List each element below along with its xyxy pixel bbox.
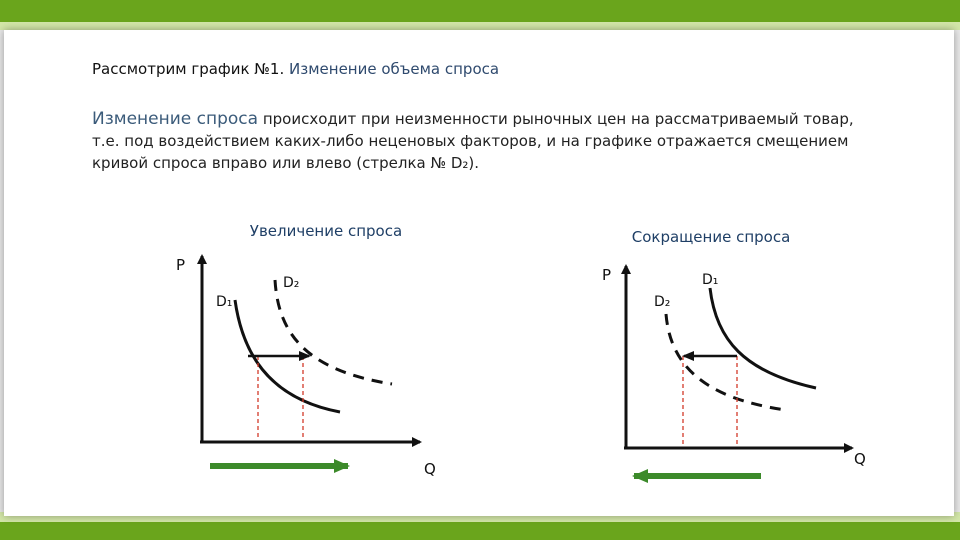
top-light-bar <box>0 22 960 30</box>
graph-decrease-y-label: P <box>602 266 612 284</box>
bottom-green-bar <box>0 522 960 540</box>
graph-decrease-label-d2: D₂ <box>654 294 671 310</box>
slide-panel <box>4 30 954 516</box>
graph-decrease-label-d1: D₁ <box>702 272 719 288</box>
top-green-bar <box>0 0 960 22</box>
graph-decrease-title: Сокращение спроса <box>631 228 791 246</box>
graph-increase <box>176 222 436 478</box>
graph-decrease-x-label: Q <box>854 450 866 468</box>
demand-shift-diagrams <box>4 30 954 516</box>
graph-decrease <box>602 228 866 476</box>
graph-increase-label-d1: D₁ <box>216 294 233 310</box>
graph-decrease-curve-d1 <box>710 288 816 388</box>
graph-increase-label-d2: D₂ <box>283 275 300 291</box>
graph-increase-title: Увеличение спроса <box>249 222 403 240</box>
graph-increase-y-label: P <box>176 256 186 274</box>
graph-increase-curve-d2 <box>275 280 392 384</box>
paragraph-lead: Изменение спроса <box>92 109 259 129</box>
paragraph-text: происходит при неизменности рыночных цен на рассматриваемый товар, т.е. под воздействием каких-либо неценовых факторов, и на графике отражается смещением кривой спроса вправо или влево (стрелка № D₂). <box>92 110 854 172</box>
graph-increase-x-label: Q <box>424 460 436 478</box>
heading-topic: Изменение объема спроса <box>289 60 500 78</box>
heading-prefix: Рассмотрим график №1. <box>92 60 285 78</box>
graph-decrease-curve-d2 <box>666 314 786 410</box>
